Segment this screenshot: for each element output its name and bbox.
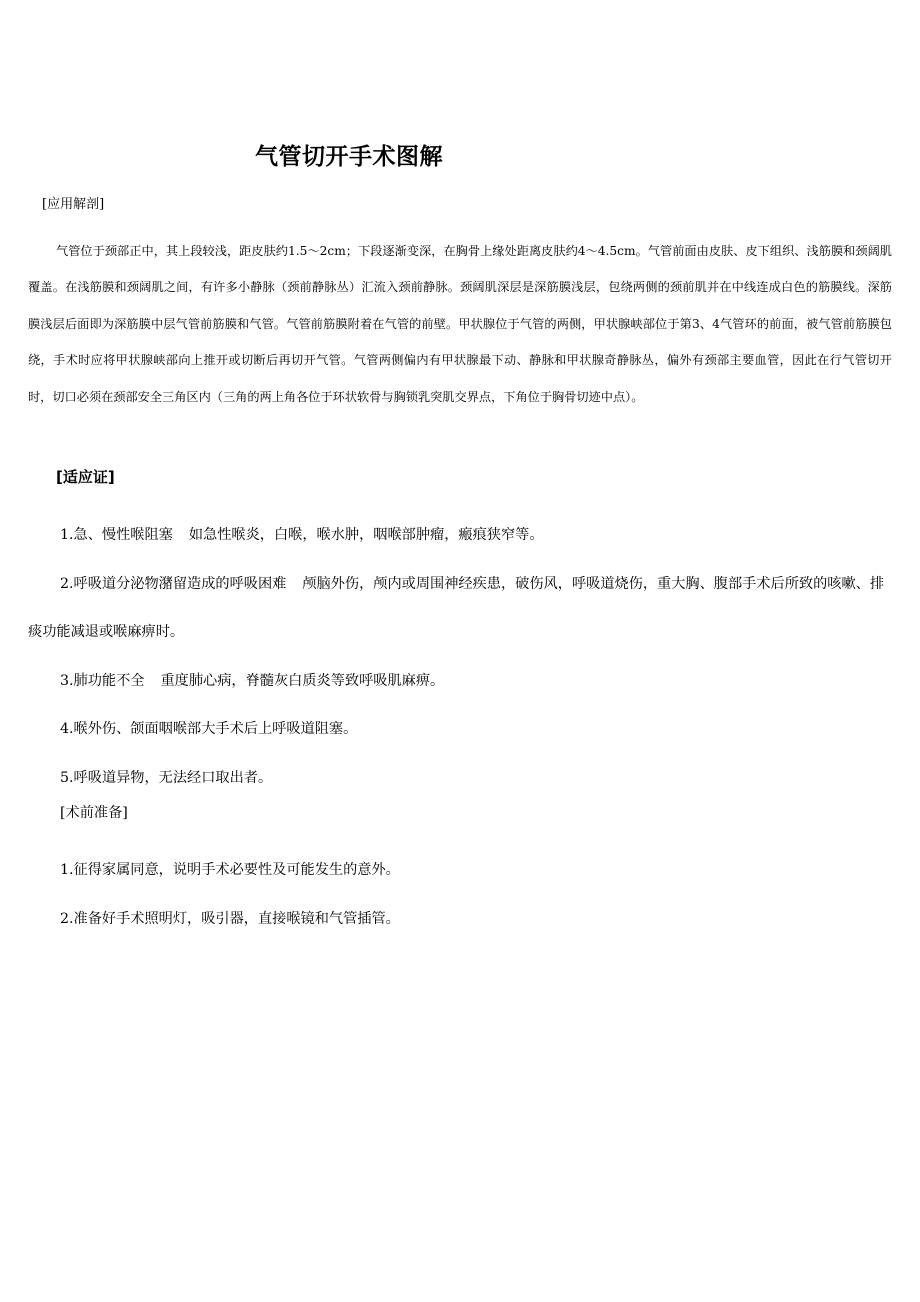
- preparation-item: 1.征得家属同意，说明手术必要性及可能发生的意外。: [60, 862, 400, 878]
- indication-title: 3.肺功能不全: [60, 672, 145, 689]
- document-title: 气管切开手术图解: [255, 144, 443, 170]
- preparation-item: 2.准备好手术照明灯，吸引器，直接喉镜和气管插管。: [60, 910, 400, 927]
- indication-detail: 重度肺心病，脊髓灰白质炎等致呼吸肌麻痹。: [160, 672, 445, 689]
- preparation-list: [28, 846, 892, 943]
- anatomy-heading: [应用解剖]: [42, 197, 105, 212]
- indication-detail: 如急性喉炎，白喉，喉水肿，咽喉部肿瘤，瘢痕狭窄等。: [188, 527, 544, 543]
- indication-detail: 颅脑外伤，颅内或周围神经疾患，破伤风，呼吸道烧伤，重大胸、腹部手术后所致的咳嗽、排痰功能减退或喉麻痹时。: [28, 575, 885, 640]
- indication-item: [28, 657, 892, 706]
- preparation-heading: [术前准备]: [60, 805, 128, 821]
- indication-item: [28, 754, 892, 803]
- indication-title: 2.呼吸道分泌物潴留造成的呼吸困难: [60, 575, 287, 592]
- indication-item: [28, 705, 892, 754]
- indication-title: 1.急、慢性喉阻塞: [60, 527, 173, 543]
- indication-title: 5.呼吸道异物，无法经口取出者。: [60, 769, 273, 786]
- indication-title: 4.喉外伤、颌面咽喉部大手术后上呼吸道阻塞。: [60, 721, 358, 737]
- indication-item: [28, 560, 892, 657]
- indications-list: [28, 511, 892, 802]
- indications-heading: [适应证]: [56, 468, 115, 486]
- indication-item: [28, 511, 892, 560]
- anatomy-paragraph: 气管位于颈部正中，其上段较浅，距皮肤约1.5～2cm；下段逐渐变深，在胸骨上缘处距离皮肤约4～4.5cm。气管前面由皮肤、皮下组织、浅筋膜和颈阔肌覆盖。在浅筋膜和颈阔肌之间，有许多小静脉（颈前静脉丛）汇流入颈前静脉。颈阔肌深层是深筋膜浅层，包绕两侧的颈前肌并在中线连成白色的筋膜线。深筋膜浅层后面即为深筋膜中层气管前筋膜和气管。气管前筋膜附着在气管的前壁。甲状腺位于气管的两侧，甲状腺峡部位于第3、4气管环的前面，被气管前筋膜包绕，手术时应将甲状腺峡部向上推开或切断后再切开气管。气管两侧偏内有甲状腺最下动、静脉和甲状腺奇静脉丛，偏外有颈部主要血管，因此在行气管切开时，切口必须在颈部安全三角区内（三角的两上角各位于环状软骨与胸锁乳突肌交界点，下角位于胸骨切迹中点）。: [28, 244, 892, 404]
